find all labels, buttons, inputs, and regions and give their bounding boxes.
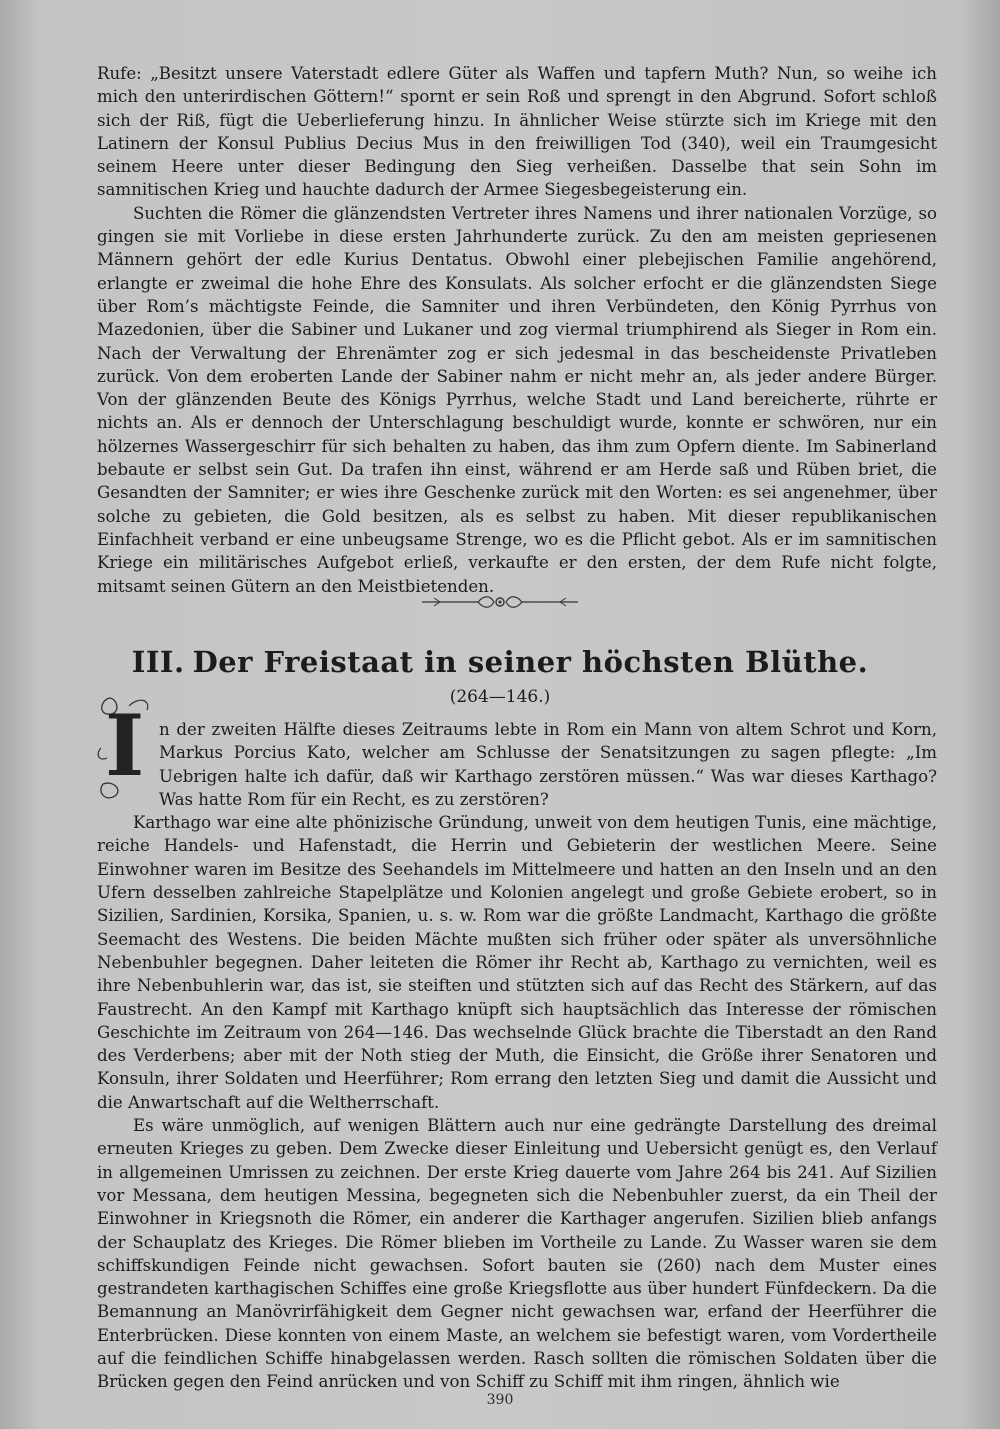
text-block-top bbox=[97, 62, 937, 598]
paragraph-lead: n der zweiten Hälfte dieses Zeitraums lebte in Rom ein Mann von altem Schrot und Korn, Markus Porcius Kato, welcher am Schlusse der Senatsitzungen zu sagen pflegte: „Im Uebrigen halte ich dafür, daß wir Karthago zerstören müssen.“ Was war dieses Karthago? Was hatte Rom für ein Recht, es zu zerstören? bbox=[159, 720, 937, 809]
chapter-heading bbox=[0, 645, 1000, 679]
paragraph: Rufe: „Besitzt unsere Vaterstadt edlere Güter als Waffen und tapfern Muth? Nun, so weihe ich mich den unterirdischen Göttern!“ spornt er sein Roß und sprengt in den Abgrund. Sofort schloß sich der Riß, fügt die Ueberlieferung hinzu. In ähnlicher Weise stürzte sich im Kriege mit den Latinern der Konsul Publius Decius Mus in den freiwilligen Tod (340), weil ein Traumgesicht seinem Heere unter dieser Bedingung den Sieg verheißen. Dasselbe that sein Sohn im samnitischen Krieg und hauchte dadurch der Armee Siegesbegeisterung ein. bbox=[97, 64, 937, 200]
text-block-chapter bbox=[97, 718, 937, 1394]
paragraph: Karthago war eine alte phönizische Gründung, unweit von dem heutigen Tunis, eine mächtige, reiche Handels- und Hafenstadt, die Herrin und Gebieterin der westlichen Meere. Seine Einwohner waren im Besitze des Seehandels im Mittelmeere und hatten an den Inseln und an den Ufern desselben zahlreiche Stapelplätze und Kolonien angelegt und große Gebiete erobert, so in Sizilien, Sardinien, Korsika, Spanien, u. s. w. Rom war die größte Landmacht, Karthago die größte Seemacht des Westens. Die beiden Mächte mußten sich früher oder später als unversöhnliche Nebenbuhler begegnen. Daher leiteten die Römer ihr Recht ab, Karthago zu vernichten, weil es ihre Nebenbuhlerin war, das ist, sie steiften und stützten sich auf das Recht des Stärkern, auf das Faustrecht. An den Kampf mit Karthago knüpft sich hauptsächlich das Interesse der römischen Geschichte im Zeitraum von 264—146. Das wechselnde Glück brachte die Tiberstadt an den Rand des Verderbens; aber mit der Noth stieg der Muth, die Einsicht, die Größe ihrer Senatoren und Konsuln, ihrer Soldaten und Heerführer; Rom errang den letzten Sieg und damit die Aussicht und die Anwartschaft auf die Weltherrschaft. bbox=[97, 813, 937, 1112]
ornament-divider-icon bbox=[420, 591, 580, 613]
chapter-numeral: III. bbox=[131, 645, 185, 679]
page-number: 390 bbox=[486, 1392, 514, 1408]
dropcap-letter: I bbox=[105, 696, 145, 795]
paragraph: Es wäre unmöglich, auf wenigen Blättern auch nur eine gedrängte Darstellung des dreimal erneuten Krieges zu geben. Dem Zwecke dieser Einleitung und Uebersicht genügt es, den Verlauf in allgemeinen Umrissen zu zeichnen. Der erste Krieg dauerte vom Jahre 264 bis 241. Auf Sizilien vor Messana, dem heutigen Messina, begegneten sich die Nebenbuhler zuerst, da ein Theil der Einwohner in Kriegsnoth die Römer, ein anderer die Karthager angerufen. Sizilien blieb anfangs der Schauplatz des Krieges. Die Römer blieben im Vortheile zu Lande. Zu Wasser waren sie dem schiffskundigen Feinde nicht gewachsen. Sofort bauten sie (260) nach dem Muster eines gestrandeten karthagischen Schiffes eine große Kriegsflotte aus über hundert Fünfdeckern. Da die Bemannung an Manövrirfähigkeit dem Gegner nicht gewachsen war, erfand der Heerführer die Enterbrücken. Diese konnten von einem Maste, an welchem sie befestigt waren, vom Vordertheile auf die feindlichen Schiffe hinabgelassen werden. Rasch sollten die römischen Soldaten über die Brücken gegen den Feind anrücken und von Schiff zu Schiff mit ihm ringen, ähnlich wie bbox=[97, 1116, 937, 1392]
chapter-dates: (264—146.) bbox=[449, 687, 551, 707]
paragraph: Suchten die Römer die glänzendsten Vertreter ihres Namens und ihrer nationalen Vorzüge, so gingen sie mit Vorliebe in diese ersten Jahrhunderte zurück. Zu den am meisten gepriesenen Männern gehört der edle Kurius Dentatus. Obwohl einer plebejischen Familie angehörend, erlangte er zweimal die hohe Ehre des Konsulats. Als solcher erfocht er die glänzendsten Siege über Rom’s mächtigste Feinde, die Samniter und ihren Verbündeten, den König Pyrrhus von Mazedonien, über die Sabiner und Lukaner und zog viermal triumphirend als Sieger in Rom ein. Nach der Verwaltung der Ehrenämter zog er sich jedesmal in das bescheidenste Privatleben zurück. Von dem eroberten Lande der Sabiner nahm er nicht mehr an, als jeder andere Bürger. Von der glänzenden Beute des Königs Pyrrhus, welche Stadt und Land bereicherte, rührte er nichts an. Als er dennoch der Unterschlagung beschuldigt wurde, konnte er schwören, nur ein hölzernes Wassergeschirr für sich behalten zu haben, das ihm zum Opfern diente. Im Sabinerland bebaute er selbst sein Gut. Da trafen ihn einst, während er am Herde saß und Rüben briet, die Gesandten der Samniter; er wies ihre Geschenke zurück mit den Worten: es sei angenehmer, über solche zu gebieten, die Gold besitzen, als es selbst zu haben. Mit dieser republikanischen Einfachheit verband er eine unbeugsame Strenge, wo es die Pflicht gebot. Als er im samnitischen Kriege ein militärisches Aufgebot erließ, verkaufte er den ersten, der dem Rufe nicht folgte, mitsamt seinen Gütern an den Meistbietenden. bbox=[97, 203, 937, 596]
chapter-title: Der Freistaat in seiner höchsten Blüthe. bbox=[192, 645, 869, 679]
